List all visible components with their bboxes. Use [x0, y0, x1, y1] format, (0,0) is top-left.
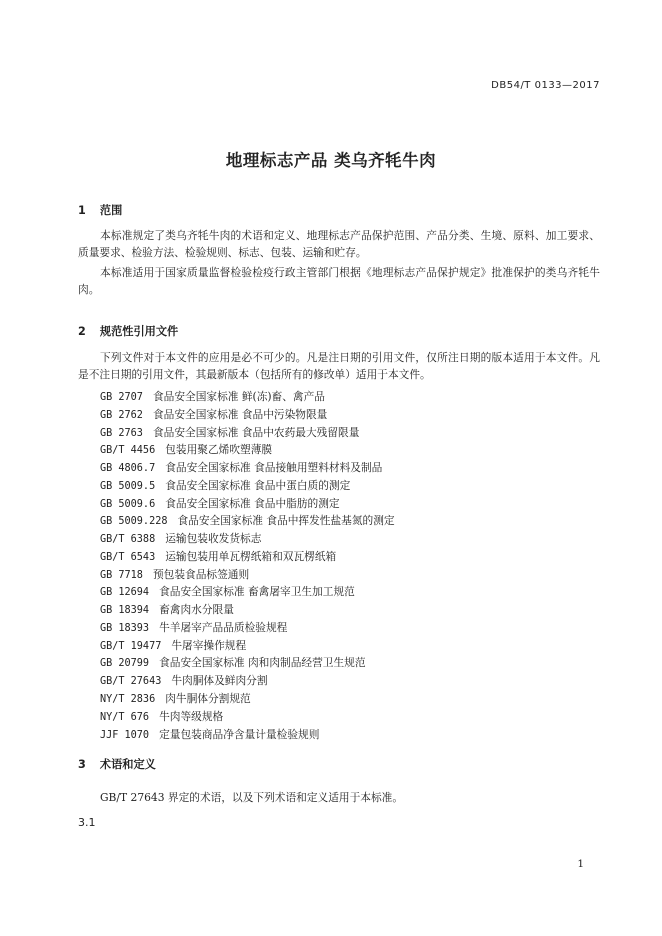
- reference-item: [100, 477, 395, 495]
- reference-item: [100, 708, 395, 726]
- document-code: DB54/T 0133—2017: [491, 80, 600, 91]
- reference-code: GB 20799: [100, 658, 150, 670]
- reference-code: NY/T 2836: [100, 694, 156, 706]
- reference-title: 食品安全国家标准 食品接触用塑料材料及制品: [165, 461, 383, 475]
- reference-title: 食品安全国家标准 鲜(冻)畜、禽产品: [152, 390, 325, 403]
- reference-code: GB/T 4456: [100, 445, 156, 457]
- reference-item: [100, 548, 395, 566]
- reference-item: [100, 459, 395, 477]
- reference-title: 运输包装收发货标志: [165, 532, 262, 546]
- reference-item: [100, 406, 395, 424]
- reference-item: [100, 619, 395, 637]
- reference-title: 牛羊屠宰产品品质检验规程: [159, 620, 288, 634]
- reference-code: GB 2707: [100, 392, 143, 403]
- reference-title: 食品安全国家标准 食品中农药最大残留限量: [152, 425, 360, 439]
- paragraph: GB/T 27643 界定的术语，以及下列术语和定义适用于本标准。: [100, 791, 404, 804]
- reference-item: [100, 566, 395, 584]
- page-number: 1: [577, 858, 584, 870]
- reference-code: GB 18394: [100, 605, 150, 617]
- reference-item: [100, 512, 395, 530]
- section-number: 2: [78, 325, 86, 338]
- reference-title: 食品安全国家标准 肉和肉制品经营卫生规范: [159, 656, 366, 670]
- paragraph: 本标准规定了类乌齐牦牛肉的术语和定义、地理标志产品保护范围、产品分类、生境、原料、加工要求、质量要求、检验方法、检验规则、标志、包装、运输和贮存。: [78, 229, 600, 259]
- reference-item: [100, 601, 395, 619]
- reference-title: 运输包装用单瓦楞纸箱和双瓦楞纸箱: [165, 549, 337, 563]
- reference-title: 畜禽肉水分限量: [159, 603, 234, 617]
- reference-code: GB 2763: [100, 427, 143, 439]
- reference-code: GB 4806.7: [100, 463, 156, 475]
- reference-code: JJF 1070: [100, 729, 150, 741]
- section-1-heading: [78, 202, 122, 218]
- section-title: 范围: [99, 204, 123, 217]
- reference-code: GB/T 6388: [100, 534, 156, 546]
- reference-item: [100, 672, 395, 690]
- reference-item: [100, 441, 395, 459]
- section-title: 术语和定义: [99, 758, 156, 771]
- section-number: 1: [78, 204, 86, 217]
- reference-code: GB 7718: [100, 569, 143, 581]
- reference-code: GB 18393: [100, 622, 150, 634]
- section-title: 规范性引用文件: [99, 325, 179, 338]
- reference-item: [100, 424, 395, 442]
- reference-code: GB/T 19477: [100, 640, 162, 652]
- reference-title: 包装用聚乙烯吹塑薄膜: [165, 443, 273, 457]
- reference-code: GB 5009.6: [100, 498, 156, 510]
- reference-item: [100, 495, 395, 513]
- reference-list: [100, 388, 395, 743]
- reference-title: 牛屠宰操作规程: [171, 638, 247, 652]
- document-title: 地理标志产品 类乌齐牦牛肉: [225, 151, 437, 170]
- reference-title: 食品安全国家标准 畜禽屠宰卫生加工规范: [159, 585, 355, 599]
- section-3-heading: [78, 756, 156, 772]
- reference-code: GB 2762: [100, 409, 143, 421]
- reference-title: 牛肉胴体及鲜肉分割: [171, 674, 268, 688]
- reference-title: 预包装食品标签通则: [152, 567, 250, 581]
- paragraph: 下列文件对于本文件的应用是必不可少的。凡是注日期的引用文件，仅所注日期的版本适用于本文件。凡是不注日期的引用文件，其最新版本（包括所有的修改单）适用于本文件。: [78, 351, 600, 381]
- reference-item: [100, 726, 395, 744]
- reference-item: [100, 583, 395, 601]
- reference-code: GB 5009.5: [100, 480, 156, 492]
- section-2-heading: [78, 323, 178, 339]
- reference-item: [100, 530, 395, 548]
- reference-item: [100, 388, 395, 406]
- reference-code: GB 5009.228: [100, 516, 168, 528]
- reference-title: 肉牛胴体分割规范: [165, 692, 251, 706]
- reference-title: 食品安全国家标准 食品中蛋白质的测定: [165, 478, 351, 492]
- paragraph: 本标准适用于国家质量监督检验检疫行政主管部门根据《地理标志产品保护规定》批准保护的类乌齐牦牛肉。: [78, 266, 600, 296]
- reference-code: GB/T 6543: [100, 551, 156, 563]
- reference-code: GB/T 27643: [100, 676, 162, 688]
- reference-title: 定量包装商品净含量计量检验规则: [159, 727, 320, 741]
- reference-title: 食品安全国家标准 食品中污染物限量: [152, 407, 328, 421]
- reference-title: 牛肉等级规格: [159, 709, 224, 723]
- reference-code: NY/T 676: [100, 711, 150, 723]
- reference-item: [100, 654, 395, 672]
- section-number: 3: [78, 758, 86, 771]
- reference-title: 食品安全国家标准 食品中挥发性盐基氮的测定: [177, 514, 395, 528]
- reference-item: [100, 637, 395, 655]
- clause-number: 3.1: [78, 816, 96, 829]
- reference-code: GB 12694: [100, 587, 150, 599]
- reference-item: [100, 690, 395, 708]
- reference-title: 食品安全国家标准 食品中脂肪的测定: [165, 496, 340, 510]
